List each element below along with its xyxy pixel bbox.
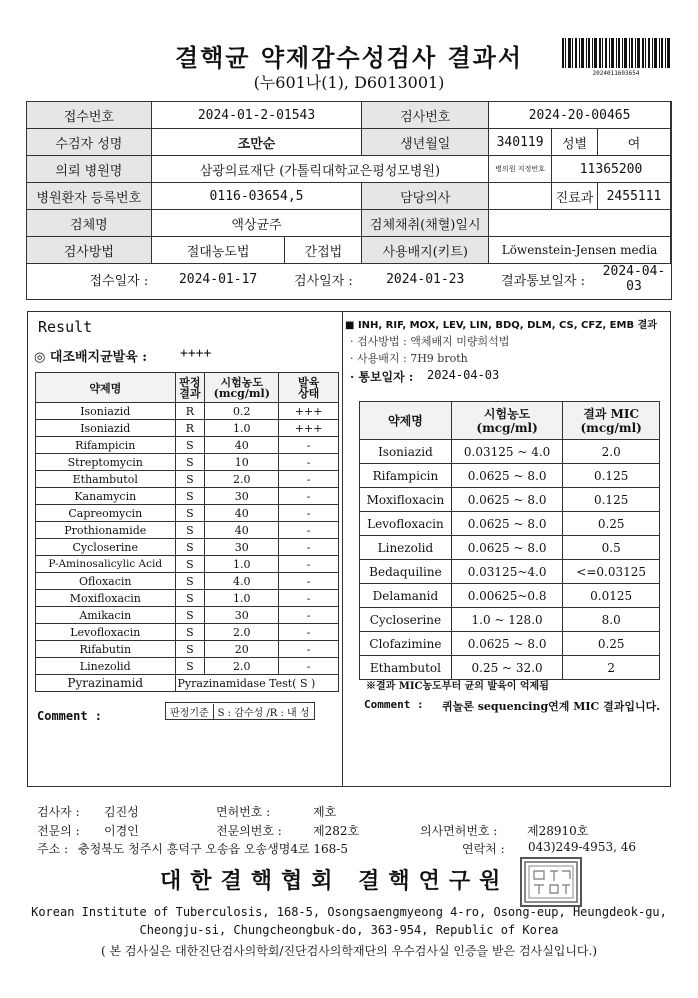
mic-range: 0.0625 ~ 8.0: [451, 536, 563, 560]
receipt-date-label: 접수일자 :: [89, 273, 149, 289]
criteria-box: [165, 702, 315, 720]
tester-label: 검사자 :: [37, 805, 80, 819]
test-concentration: 30: [205, 539, 279, 556]
test-concentration: 30: [205, 607, 279, 624]
table-row: [360, 632, 660, 656]
table-row: [36, 573, 339, 590]
english-address-line2: Cheongju-si, Chungcheongbuk-do, 363-954, Republic of Korea: [139, 923, 559, 937]
test-no: 2024-20-00465: [489, 102, 671, 129]
table-row: [360, 608, 660, 632]
right-medium: · 사용배지 : 7H9 broth: [350, 352, 468, 365]
drug-name: Amikacin: [36, 607, 176, 624]
judgment: S: [175, 505, 205, 522]
test-concentration: 4.0: [205, 573, 279, 590]
table-row: [360, 464, 660, 488]
address-label: 주소 :: [37, 842, 69, 856]
specialist-name: 이경인: [104, 824, 139, 838]
drug-name: Ofloxacin: [36, 573, 176, 590]
right-method: · 검사방법 : 액체배지 미량희석법: [350, 335, 510, 348]
mic-result: 2: [563, 656, 660, 680]
growth-status: -: [279, 488, 339, 505]
table-row: [360, 488, 660, 512]
judgment: S: [175, 573, 205, 590]
mic-range: 1.0 ~ 128.0: [451, 608, 563, 632]
judgment: S: [175, 556, 205, 573]
table-row: [36, 437, 339, 454]
drug-name: P-Aminosalicylic Acid: [36, 556, 176, 573]
mic-table: [359, 401, 660, 680]
right-heading: ■ INH, RIF, MOX, LEV, LIN, BDQ, DLM, CS, CFZ, EMB 결과: [345, 320, 657, 331]
table-row: [360, 512, 660, 536]
growth-status: -: [279, 624, 339, 641]
patient-name: 조만순: [151, 129, 362, 156]
patient-info-table: [26, 101, 671, 294]
judgment: R: [175, 420, 205, 437]
table-row: [36, 420, 339, 437]
drug-name: Ethambutol: [36, 471, 176, 488]
mic-result: 0.5: [563, 536, 660, 560]
drug-name: Linezolid: [36, 658, 176, 675]
criteria-label: 판정기준: [166, 704, 214, 719]
mic-range: 0.25 ~ 32.0: [451, 656, 563, 680]
judgment: S: [175, 454, 205, 471]
mic-col-result: 결과 MIC (mcg/ml): [563, 402, 660, 440]
growth-status: +++: [279, 403, 339, 420]
mic-drug-name: Linezolid: [360, 536, 452, 560]
table-row: [360, 440, 660, 464]
test-concentration: 1.0: [205, 590, 279, 607]
doctor-label: 담당의사: [362, 183, 489, 210]
mic-col-drug: 약제명: [360, 402, 452, 440]
mic-result: 2.0: [563, 440, 660, 464]
official-seal-icon: [520, 857, 582, 907]
right-comment: 퀴놀론 sequencing연계 MIC 결과입니다.: [442, 700, 661, 713]
growth-status: -: [279, 437, 339, 454]
table-row: [36, 539, 339, 556]
contact-value: 043)249-4953, 46: [528, 840, 636, 854]
table-row: [36, 522, 339, 539]
judgment: S: [175, 607, 205, 624]
mic-drug-name: Clofazimine: [360, 632, 452, 656]
doctor-license: 제28910호: [527, 824, 589, 838]
patient-reg-no: 0116-03654,5: [151, 183, 362, 210]
test-concentration: 2.0: [205, 624, 279, 641]
barcode-number: 2024011603654: [592, 70, 640, 77]
mic-drug-name: Moxifloxacin: [360, 488, 452, 512]
receipt-date: 2024-01-17: [178, 271, 258, 287]
receipt-no-label: 접수번호: [27, 102, 152, 129]
mic-range: 0.0625 ~ 8.0: [451, 512, 563, 536]
growth-status: -: [279, 641, 339, 658]
specimen-value: 액상균주: [151, 210, 362, 237]
collection-label: 검체채취(채혈)일시: [362, 210, 489, 237]
hospital-code: 11365200: [552, 156, 671, 183]
hospital-name: 삼광의료재단 (가톨릭대학교은평성모병원): [151, 156, 488, 183]
method-absolute: 절대농도법: [151, 237, 285, 264]
growth-status: -: [279, 658, 339, 675]
tester-name: 김진성: [104, 805, 139, 819]
document-title: 결핵균 약제감수성검사 결과서: [174, 43, 524, 72]
judgment: S: [175, 488, 205, 505]
absolute-concentration-table: [35, 372, 339, 692]
right-comment-label: Comment :: [364, 698, 424, 711]
growth-status: -: [279, 522, 339, 539]
specialist-no-label: 전문의번호 :: [216, 824, 282, 838]
receipt-no: 2024-01-2-01543: [151, 102, 362, 129]
english-address-line1: Korean Institute of Tuberculosis, 168-5, Osongsaengmyeong 4-ro, Osong-eup, Heungdeok-gu,: [31, 905, 667, 919]
col-drug: 약제명: [36, 373, 176, 403]
mic-result: 0.25: [563, 632, 660, 656]
specimen-label: 검체명: [27, 210, 152, 237]
collection-value: [489, 210, 671, 237]
table-row: [36, 454, 339, 471]
table-row: [36, 607, 339, 624]
test-concentration: 1.0: [205, 420, 279, 437]
table-row: [36, 471, 339, 488]
criteria-value: S : 감수성 /R : 내 성: [217, 707, 310, 719]
mic-result: 0.0125: [563, 584, 660, 608]
address-value: 충청북도 청주시 흥덕구 오송읍 오송생명4로 168-5: [78, 842, 348, 856]
drug-name: Rifabutin: [36, 641, 176, 658]
mic-result: 0.125: [563, 488, 660, 512]
mic-drug-name: Bedaquiline: [360, 560, 452, 584]
growth-value: ++++: [180, 346, 212, 361]
patient-name-label: 수검자 성명: [27, 129, 152, 156]
document-code: (누601나(1), D6013001): [253, 73, 445, 92]
right-report-date: 2024-04-03: [427, 368, 500, 382]
judgment: S: [175, 658, 205, 675]
sex-value: 여: [597, 129, 670, 156]
specialist-no: 제282호: [313, 824, 360, 838]
growth-status: -: [279, 573, 339, 590]
drug-name: Cycloserine: [36, 539, 176, 556]
mic-result: 8.0: [563, 608, 660, 632]
test-date-label: 검사일자 :: [294, 273, 353, 289]
report-date-label: 결과통보일자 :: [501, 273, 585, 289]
method-indirect: 간접법: [285, 237, 362, 264]
doctor-license-label: 의사면허번호 :: [420, 824, 498, 838]
result-label: Result: [38, 318, 93, 336]
table-row: [36, 590, 339, 607]
judgment: S: [175, 641, 205, 658]
drug-name: Moxifloxacin: [36, 590, 176, 607]
left-comment-label: Comment :: [37, 709, 103, 723]
table-row: [36, 624, 339, 641]
judgment: S: [175, 437, 205, 454]
mic-range: 0.0625 ~ 8.0: [451, 488, 563, 512]
barcode-icon: [562, 38, 670, 68]
drug-name: Isoniazid: [36, 420, 176, 437]
mic-result: 0.25: [563, 512, 660, 536]
growth-status: +++: [279, 420, 339, 437]
growth-status: -: [279, 607, 339, 624]
test-concentration: 40: [205, 522, 279, 539]
mic-drug-name: Ethambutol: [360, 656, 452, 680]
drug-name: Streptomycin: [36, 454, 176, 471]
mic-note: ※결과 MIC농도부터 균의 발육이 억제됨: [366, 681, 549, 692]
license-value: 제호: [313, 805, 337, 819]
col-concentration: 시험농도 (mcg/ml): [205, 373, 279, 403]
mic-drug-name: Rifampicin: [360, 464, 452, 488]
test-concentration: 10: [205, 454, 279, 471]
table-row: [360, 584, 660, 608]
dept-label: 진료과: [552, 183, 598, 210]
test-concentration: 40: [205, 437, 279, 454]
sex-label: 성별: [552, 129, 598, 156]
table-row: [36, 658, 339, 675]
contact-label: 연락처 :: [462, 842, 505, 856]
drug-name: Kanamycin: [36, 488, 176, 505]
mic-drug-name: Levofloxacin: [360, 512, 452, 536]
method-label: 검사방법: [27, 237, 152, 264]
col-result: 판정 결과: [175, 373, 205, 403]
hospital-label: 의뢰 병원명: [27, 156, 152, 183]
mic-drug-name: Isoniazid: [360, 440, 452, 464]
test-no-label: 검사번호: [362, 102, 489, 129]
table-row: [360, 536, 660, 560]
col-growth: 발육 상태: [279, 373, 339, 403]
growth-status: -: [279, 556, 339, 573]
growth-status: -: [279, 505, 339, 522]
table-row: [360, 560, 660, 584]
mic-drug-name: Delamanid: [360, 584, 452, 608]
specialist-label: 전문의 :: [37, 824, 80, 838]
mic-range: 0.0625 ~ 8.0: [451, 632, 563, 656]
medium-value: Löwenstein-Jensen media: [489, 237, 671, 264]
growth-status: -: [279, 590, 339, 607]
test-concentration: 20: [205, 641, 279, 658]
certification-note: ( 본 검사실은 대한진단검사의학회/진단검사의학재단의 우수검사실 인증을 받은 검사실입니다.): [100, 944, 597, 958]
birth-date: 340119: [489, 129, 552, 156]
test-concentration: 30: [205, 488, 279, 505]
test-concentration: 40: [205, 505, 279, 522]
medium-label: 사용배지(키트): [362, 237, 489, 264]
growth-status: -: [279, 539, 339, 556]
pza-result: Pyrazinamidase Test( S ): [175, 675, 338, 692]
growth-status: -: [279, 471, 339, 488]
drug-name: Prothionamide: [36, 522, 176, 539]
mic-col-range: 시험농도 (mcg/ml): [451, 402, 563, 440]
mic-range: 0.00625~0.8: [451, 584, 563, 608]
birth-label: 생년월일: [362, 129, 489, 156]
test-concentration: 0.2: [205, 403, 279, 420]
mic-range: 0.0625 ~ 8.0: [451, 464, 563, 488]
drug-name: Rifampicin: [36, 437, 176, 454]
patient-reg-label: 병원환자 등록번호: [27, 183, 152, 210]
drug-name: Capreomycin: [36, 505, 176, 522]
mic-result: 0.125: [563, 464, 660, 488]
judgment: R: [175, 403, 205, 420]
mic-drug-name: Cycloserine: [360, 608, 452, 632]
right-heading-text: INH, RIF, MOX, LEV, LIN, BDQ, DLM, CS, CFZ, EMB 결과: [357, 320, 657, 331]
judgment: S: [175, 522, 205, 539]
test-date: 2024-01-23: [386, 271, 465, 287]
right-report-date-label: · 통보일자 :: [350, 370, 414, 384]
mic-result: <=0.03125: [563, 560, 660, 584]
growth-status: -: [279, 454, 339, 471]
doctor-value: [489, 183, 552, 210]
table-row: [36, 488, 339, 505]
judgment: S: [175, 624, 205, 641]
judgment: S: [175, 539, 205, 556]
table-row: [36, 505, 339, 522]
drug-name: Levofloxacin: [36, 624, 176, 641]
mic-range: 0.03125 ~ 4.0: [451, 440, 563, 464]
drug-name: Isoniazid: [36, 403, 176, 420]
pza-name: Pyrazinamid: [36, 675, 176, 692]
mic-range: 0.03125~4.0: [451, 560, 563, 584]
table-row: [360, 656, 660, 680]
test-concentration: 2.0: [205, 471, 279, 488]
growth-label: ◎ 대조배지균발육 :: [34, 350, 148, 365]
organization-name: 대한결핵협회 결핵연구원: [160, 868, 510, 894]
table-row: [36, 641, 339, 658]
judgment: S: [175, 590, 205, 607]
hospital-code-label: 병의원 지정번호: [489, 156, 552, 183]
test-concentration: 2.0: [205, 658, 279, 675]
dept-value: 2455111: [597, 183, 670, 210]
table-row: [36, 556, 339, 573]
table-row: [36, 403, 339, 420]
judgment: S: [175, 471, 205, 488]
report-date: 2024-04-03: [602, 264, 666, 294]
license-label: 면허번호 :: [216, 805, 271, 819]
test-concentration: 1.0: [205, 556, 279, 573]
